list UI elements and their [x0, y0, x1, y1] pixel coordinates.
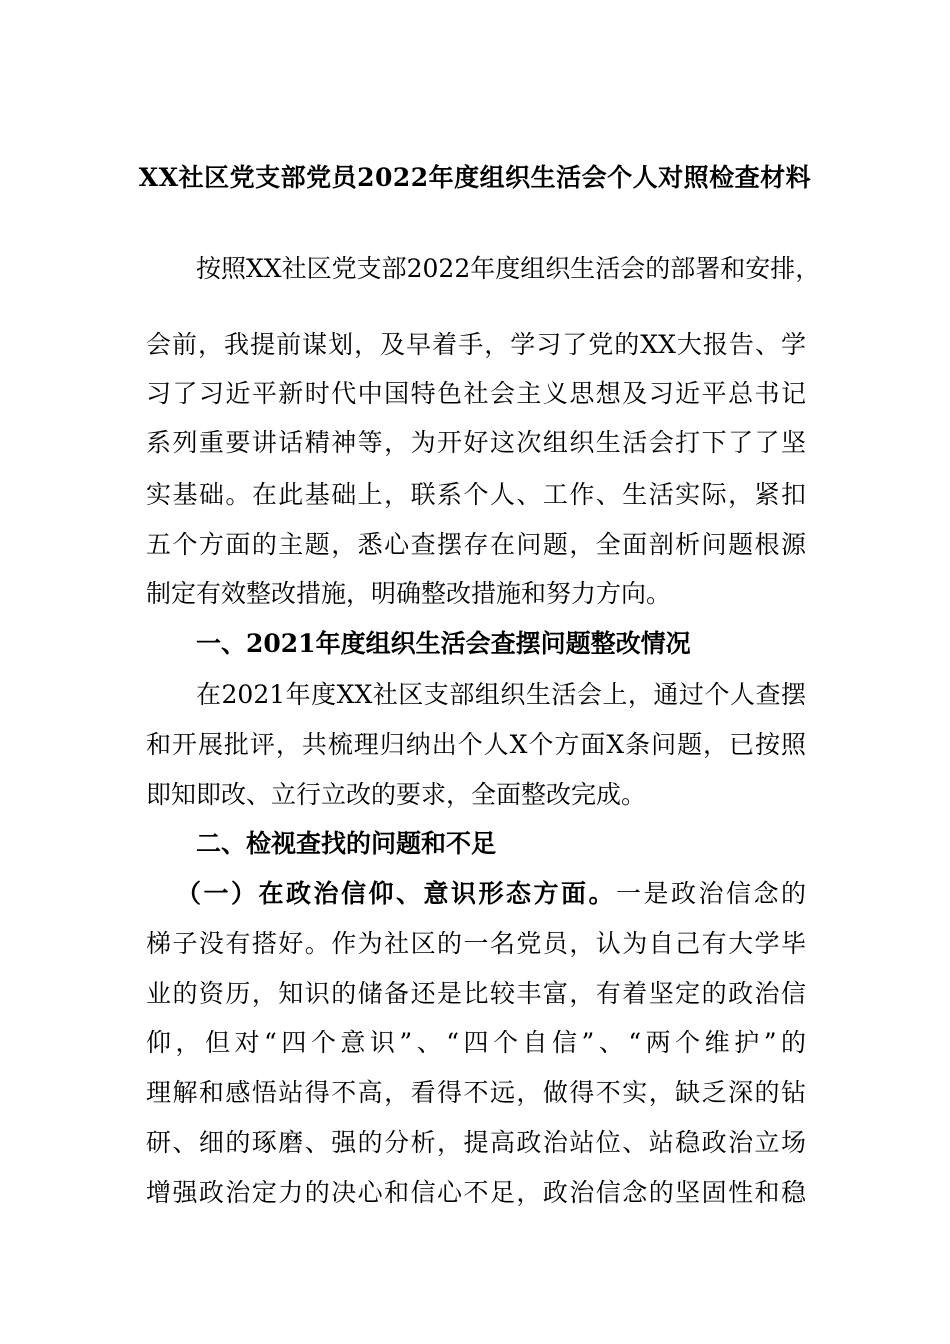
intro-line: 五个方面的主题，悉心查摆存在问题，全面剖析问题根源 — [146, 530, 806, 559]
intro-line: 实基础。在此基础上，联系个人、工作、生活实际，紧扣 — [146, 480, 806, 509]
subsection1-line: 理解和感悟站得不高，看得不远，做得不实，缺乏深的钻 — [146, 1078, 806, 1107]
subsection1-first-line — [176, 876, 806, 912]
subsection1-line: 仰，但对“四个意识”、“四个自信”、“两个维护”的 — [146, 1028, 806, 1057]
section2-heading: 二、检视查找的问题和不足 — [196, 829, 497, 858]
subsection1-line: 业的资历，知识的储备还是比较丰富，有着坚定的政治信 — [146, 979, 806, 1008]
intro-line: 会前，我提前谋划，及早着手，学习了党的XX大报告、学 — [146, 330, 806, 359]
document-title: XX社区党支部党员2022年度组织生活会个人对照检查材料 — [138, 163, 812, 192]
intro-line: 系列重要讲话精神等，为开好这次组织生活会打下了了坚 — [146, 428, 806, 457]
subsection1-line: 研、细的琢磨、强的分析，提高政治站位、站稳政治立场 — [146, 1128, 806, 1157]
section1-line: 和开展批评，共梳理归纳出个人X个方面X条问题，已按照 — [146, 730, 806, 759]
intro-line: 按照XX社区党支部2022年度组织生活会的部署和安排， — [196, 254, 821, 283]
section1-heading: 一、2021年度组织生活会查摆问题整改情况 — [196, 629, 691, 658]
subsection1-heading: （一）在政治信仰、意识形态方面。 — [176, 879, 616, 908]
subsection1-first-rest: 一是政治信念的 — [615, 879, 806, 908]
subsection1-line: 增强政治定力的决心和信心不足，政治信念的坚固性和稳 — [146, 1178, 806, 1207]
intro-line: 习了习近平新时代中国特色社会主义思想及习近平总书记 — [146, 379, 806, 408]
section1-line: 即知即改、立行立改的要求，全面整改完成。 — [146, 780, 647, 809]
subsection1-line: 梯子没有搭好。作为社区的一名党员，认为自己有大学毕 — [146, 929, 806, 958]
section1-line: 在2021年度XX社区支部组织生活会上，通过个人查摆 — [196, 680, 806, 709]
intro-line: 制定有效整改措施，明确整改措施和努力方向。 — [146, 579, 672, 608]
